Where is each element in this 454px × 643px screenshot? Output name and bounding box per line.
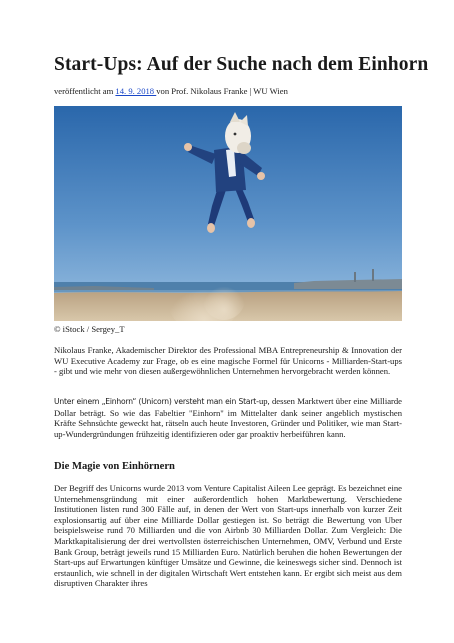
- section-paragraph: Der Begriff des Unicorns wurde 2013 vom Venture Capitalist Aileen Lee geprägt. Es bezeichnet eine Unternehmensgründung mit einer außerordentlich hohen Marktbewertung. Verschiedene Institutionen listen rund 300 Fälle auf, in denen der Wert von Start-ups innerhalb von kurzer Zeit explosionsartig auf über eine Milliarde Dollar gestiegen ist. So beträgt die Bewertung von Uber beispielsweise rund 70 Milliarden und die von Airbnb 30 Milliarden Dollar. Zum Vergleich: Die Marktkapitalisierung der drei wertvollsten österreichischen Unternehmen, OMV, Verbund und Erste Bank Group, beträgt jeweils rund 15 Milliarden Euro. Natürlich beruhen die hohen Bewertungen der Start-ups auf Erwartungen künftiger Umsätze und Gewinne, die keineswegs sicher sind. Dennoch ist erstaunlich, wie schnell in der digitalen Wirtschaft Wert entstehen kann. Er ergibt sich meist aus dem disruptiven Charakter ihres: [54, 483, 402, 589]
- byline-prefix: veröffentlicht am: [54, 86, 116, 96]
- unicorn-jump-photo: [54, 106, 402, 321]
- lede-paragraph: [54, 396, 402, 439]
- byline: [54, 86, 288, 97]
- lede-rest: -up, dessen Marktwert über eine Milliarde Dollar beträgt. So wie das Fabeltier "Einhorn" im Mittelalter dank seiner angeblich mystischen Kräfte Sehnsüchte geweckt hat, rätseln auch heute Investoren, Gründer und Politiker, wie man Start-up-Wundergründungen frühzeitig identifizieren oder gar proaktiv herbeiführen kann.: [54, 396, 402, 439]
- byline-author: von Prof. Nikolaus Franke | WU Wien: [156, 86, 288, 96]
- lede-start: Unter einem „Einhorn“ (Unicorn) versteht man ein Start: [54, 397, 257, 406]
- article-title: Start-Ups: Auf der Suche nach dem Einhorn: [54, 54, 429, 75]
- article-photo: [54, 106, 402, 321]
- photo-credit: © iStock / Sergey_T: [54, 324, 125, 334]
- section-heading: Die Magie von Einhörnern: [54, 461, 175, 472]
- date-link[interactable]: 14. 9. 2018: [115, 86, 157, 96]
- intro-paragraph: Nikolaus Franke, Akademischer Direktor des Professional MBA Entrepreneurship & Innovation der WU Executive Academy zur Frage, ob es eine magische Formel für Unicorns - Milliarden-Start-ups - gibt und wie mehr von diesen außergewöhnlichen Unternehmen hervorgebracht werden können.: [54, 345, 402, 377]
